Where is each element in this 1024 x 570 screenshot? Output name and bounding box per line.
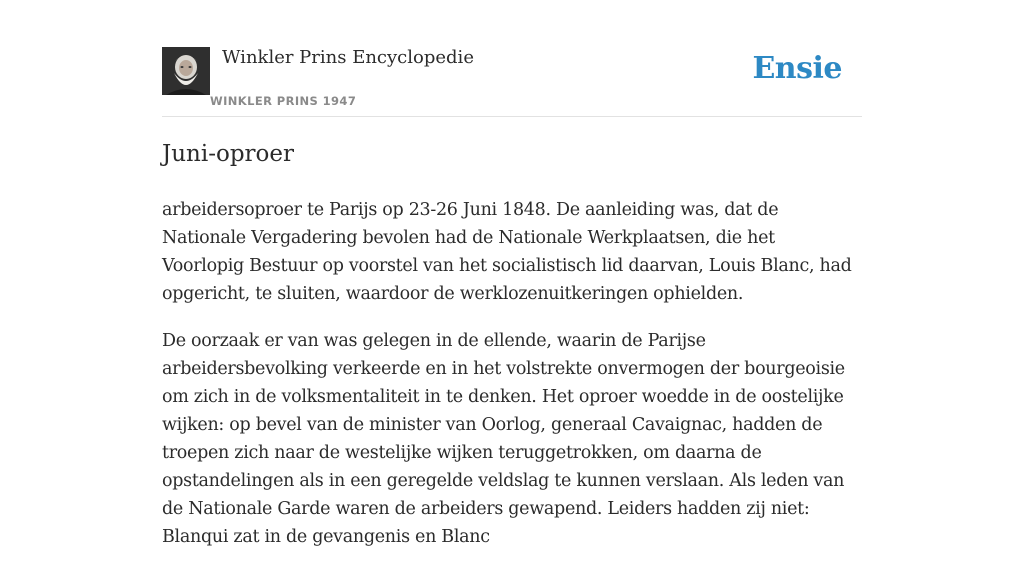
ensie-logo-link[interactable]: Ensie (752, 51, 842, 86)
article-title: Juni-oproer (162, 141, 294, 167)
author-portrait-icon[interactable] (162, 47, 210, 95)
article (162, 138, 862, 570)
book-title-link[interactable]: Winkler Prins Encyclopedie (222, 47, 474, 68)
book-edition-label[interactable]: WINKLER PRINS 1947 (210, 94, 357, 108)
article-paragraph: arbeidersoproer te Parijs op 23-26 Juni 1848. De aanleiding was, dat de Nationale Vergadering bevolen had de Nationale Werkplaatsen, die het Voorlopig Bestuur op voorstel van het socialistisch lid daarvan, Louis Blanc, had opgericht, te sluiten, waardoor de werklozenuitkeringen ophielden. (162, 200, 852, 304)
article-paragraph: De oorzaak er van was gelegen in de ellende, waarin de Parijse arbeidersbevolking verkeerde en in het volstrekte onvermogen der bourgeoisie om zich in de volksmentaliteit in te denken. Het oproer woedde in de oostelijke wijken: op bevel van de minister van Oorlog, generaal Cavaignac, hadden de troepen zich naar de westelijke wijken teruggetrokken, om daarna de opstandelingen als in een geregelde veldslag te kunnen verslaan. Als leden van de Nationale Garde waren de arbeiders gewapend. Leiders hadden zij niet: Blanqui zat in de gevangenis en Blanc (162, 331, 845, 547)
book-header (162, 0, 862, 117)
